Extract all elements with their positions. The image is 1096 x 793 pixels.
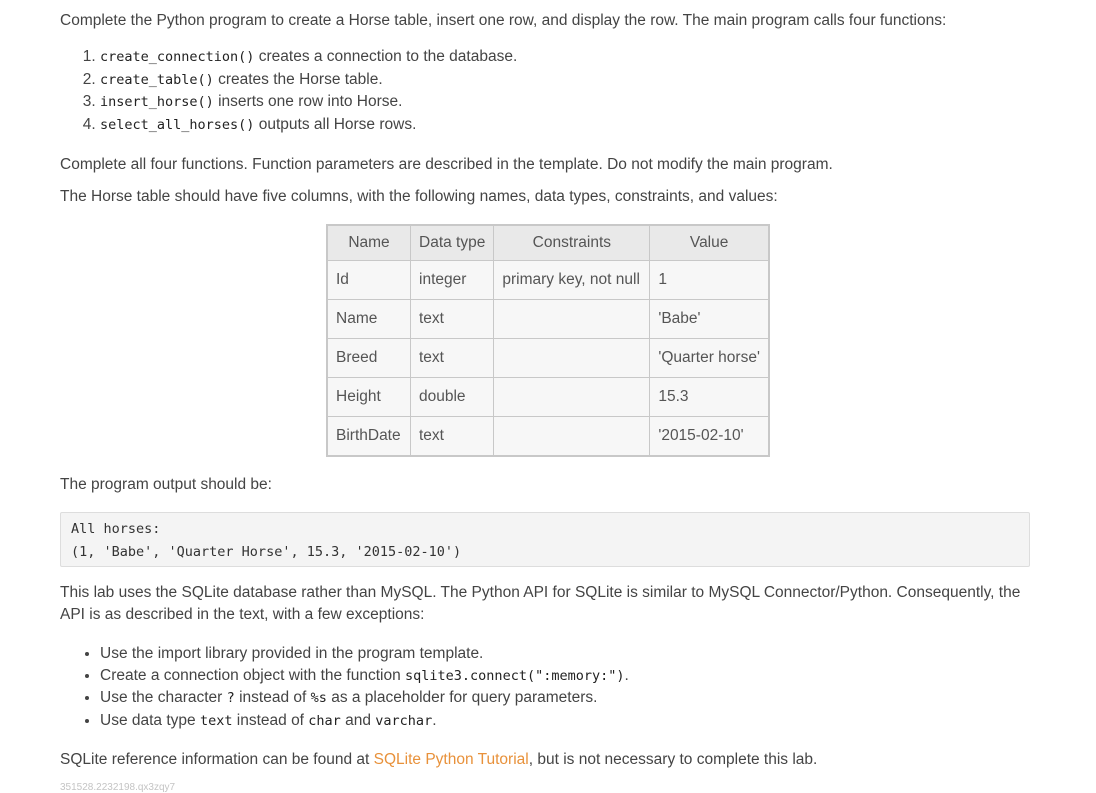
list-item (100, 46, 517, 69)
table-row (327, 339, 769, 378)
list-item (100, 665, 629, 687)
list-item (100, 710, 629, 732)
lab-id: 351528.2232198.qx3zqy7 (60, 782, 176, 793)
note-text: instead of (232, 711, 309, 729)
note-text: Use the character (100, 689, 227, 707)
expected-output (61, 513, 1029, 564)
list-item (100, 687, 629, 709)
reference-paragraph (60, 748, 817, 771)
inline-code: text (199, 712, 233, 729)
table-cell: Height (327, 378, 411, 417)
function-description: inserts one row into Horse. (213, 93, 403, 110)
table-cell: integer (411, 261, 494, 300)
table-cell: Id (327, 261, 411, 300)
inline-code: char (308, 712, 341, 729)
inline-code: %s (310, 690, 327, 707)
table-header-row (327, 225, 769, 261)
table-cell: Name (327, 300, 411, 339)
table-cell: 'Quarter horse' (650, 339, 769, 378)
intro-paragraph: Complete the Python program to create a Horse table, insert one row, and display the row. The main program calls four functions: (60, 12, 947, 29)
table-row (327, 300, 769, 339)
note-text: and (340, 711, 376, 729)
note-text: instead of (234, 689, 311, 707)
inline-code: ? (226, 690, 235, 707)
reference-text: , but is not necessary to complete this lab. (528, 751, 818, 768)
note-text: Create a connection object with the function (100, 667, 406, 685)
function-description: outputs all Horse rows. (254, 115, 417, 133)
function-description: creates the Horse table. (213, 70, 383, 88)
table-cell: text (411, 417, 494, 457)
complete-paragraph: Complete all four functions. Function parameters are described in the template. Do not modify the main program. (60, 156, 833, 173)
table-cell: 15.3 (650, 378, 769, 417)
table-cell: 'Babe' (650, 300, 769, 339)
table-row (327, 378, 769, 417)
function-name: select_all_horses() (100, 116, 255, 133)
table-cell: BirthDate (327, 417, 411, 457)
output-line: (1, 'Babe', 'Quarter Horse', 15.3, '2015-02-10') (71, 544, 462, 560)
table-cell: text (411, 300, 494, 339)
list-item (100, 69, 517, 92)
exceptions-list (60, 643, 629, 732)
table-description: The Horse table should have five columns, with the following names, data types, constraints, and values: (60, 188, 778, 205)
function-list (60, 46, 517, 136)
table-cell: text (411, 339, 494, 378)
horse-table (326, 224, 770, 457)
note-text: as a placeholder for query parameters. (326, 689, 598, 707)
inline-code: varchar (375, 712, 433, 729)
header-value: Value (650, 225, 769, 261)
table-cell: '2015-02-10' (650, 417, 769, 457)
output-label: The program output should be: (60, 476, 272, 493)
expected-output-box (60, 512, 1030, 567)
table-cell: 1 (650, 261, 769, 300)
table-cell (494, 378, 650, 417)
list-item (100, 643, 629, 665)
reference-text: SQLite reference information can be found at (60, 751, 374, 768)
sqlite-tutorial-link[interactable]: SQLite Python Tutorial (373, 751, 529, 768)
table-row (327, 261, 769, 300)
list-item (100, 114, 517, 137)
table-row (327, 417, 769, 457)
function-name: create_connection() (100, 49, 255, 65)
function-name: create_table() (100, 71, 214, 88)
note-text: . (624, 667, 629, 685)
header-constraints: Constraints (494, 225, 650, 261)
note-text: . (432, 711, 437, 729)
output-line: All horses: (71, 521, 161, 537)
function-description: creates a connection to the database. (254, 48, 518, 65)
list-item (100, 91, 517, 114)
table-cell (494, 300, 650, 339)
inline-code: sqlite3.connect(":memory:") (405, 668, 625, 685)
sqlite-paragraph: This lab uses the SQLite database rather than MySQL. The Python API for SQLite is similar to MySQL Connector/Python. Consequently, the API is as described in the text, with a few exceptions: (60, 584, 1021, 623)
header-name: Name (327, 225, 411, 261)
header-data-type: Data type (411, 225, 494, 261)
note-text: Use data type (100, 711, 200, 729)
table-cell (494, 417, 650, 457)
table-cell: Breed (327, 339, 411, 378)
table-cell: primary key, not null (494, 261, 650, 300)
table-cell: double (411, 378, 494, 417)
table-cell (494, 339, 650, 378)
note-text: Use the import library provided in the program template. (100, 645, 484, 662)
function-name: insert_horse() (100, 94, 214, 110)
